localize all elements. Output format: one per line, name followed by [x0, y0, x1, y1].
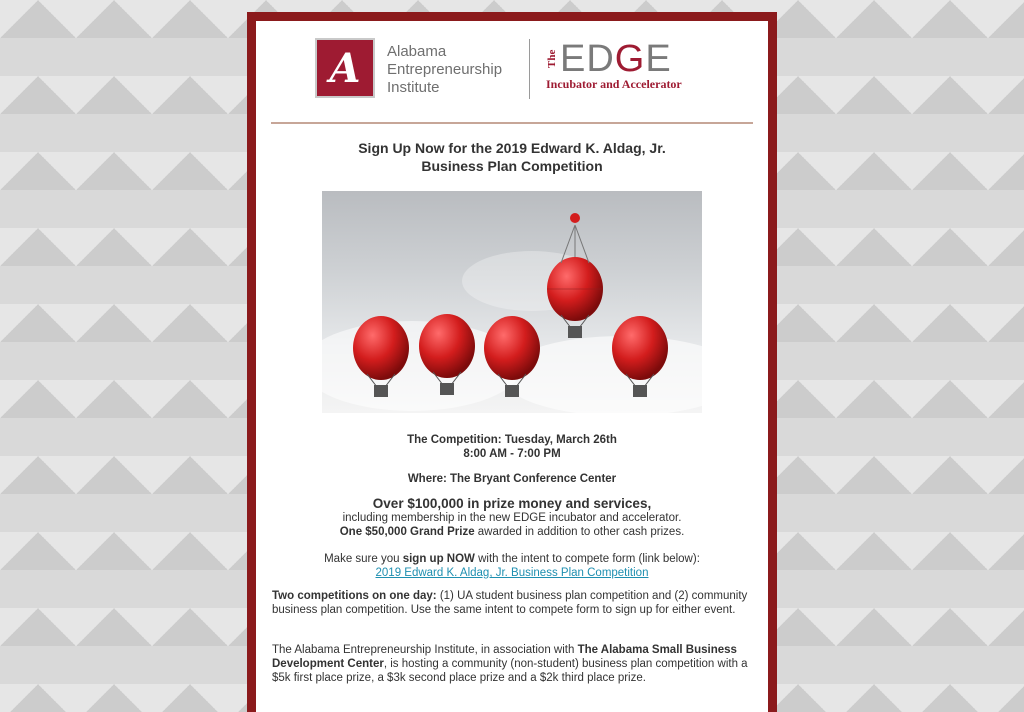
signup-line: [272, 552, 752, 566]
competition-signup-link[interactable]: 2019 Edward K. Aldag, Jr. Business Plan Competition: [375, 567, 649, 579]
prize-subline: including membership in the new EDGE incubator and accelerator.: [342, 512, 682, 524]
signup-prefix: Make sure you: [324, 553, 403, 565]
aei-paragraph: [272, 643, 752, 685]
signup-bold: sign up NOW: [402, 553, 475, 565]
event-time: 8:00 AM - 7:00 PM: [463, 448, 561, 460]
event-details: [272, 433, 752, 461]
email-frame: [247, 12, 777, 712]
email-body: [256, 21, 768, 712]
aei-para-bold: The Alabama Small Business Development Center: [272, 644, 737, 670]
event-date: The Competition: Tuesday, March 26th: [407, 434, 617, 446]
edge-logo: [546, 38, 716, 93]
script-a-icon: [321, 44, 369, 92]
ua-logo: [315, 38, 375, 98]
two-comp-rest: (1) UA student business plan competition and (2) community business plan competition. Use the same intent to compete form to sign up for either event.: [272, 590, 748, 616]
grand-prize-line: [272, 525, 752, 539]
edge-tagline: Incubator and Accelerator: [546, 77, 682, 91]
aei-line: Institute: [387, 79, 440, 96]
header-rule: [271, 122, 753, 124]
signup-suffix: with the intent to compete form (link below):: [474, 553, 700, 565]
edge-accent-letter: G: [614, 38, 646, 80]
signup-block: [272, 552, 752, 580]
aei-line: Entrepreneurship: [387, 61, 503, 78]
red-hot-air-balloons-image: [322, 191, 702, 413]
aei-line: Alabama: [387, 43, 447, 60]
prize-block: [272, 497, 752, 539]
hero-image: [322, 191, 702, 413]
grand-prize-bold: One $50,000 Grand Prize: [339, 526, 475, 538]
aei-para-rest: , is hosting a community (non-student) business plan competition with a $5k first place prize, a $3k second place prize and a $2k third place prize.: [272, 658, 748, 684]
email-header: [256, 21, 768, 115]
two-comp-bold: Two competitions on one day:: [272, 590, 437, 602]
grand-prize-rest: awarded in addition to other cash prizes.: [474, 526, 685, 538]
title-line-2: Business Plan Competition: [421, 158, 603, 174]
logo-divider: [529, 39, 530, 99]
edge-the-text: The: [546, 49, 558, 69]
title-line-1: Sign Up Now for the 2019 Edward K. Aldag, Jr.: [358, 140, 666, 156]
svg-text:A: A: [329, 45, 361, 92]
prize-headline: Over $100,000 in prize money and services,: [372, 496, 652, 511]
edge-wordmark: EDGE: [560, 38, 672, 80]
aei-wordmark: [387, 43, 502, 97]
page-title: [256, 139, 768, 175]
event-location: Where: The Bryant Conference Center: [407, 473, 617, 485]
aei-para-prefix: The Alabama Entrepreneurship Institute, in association with: [272, 644, 578, 656]
two-competitions-paragraph: [272, 589, 752, 617]
